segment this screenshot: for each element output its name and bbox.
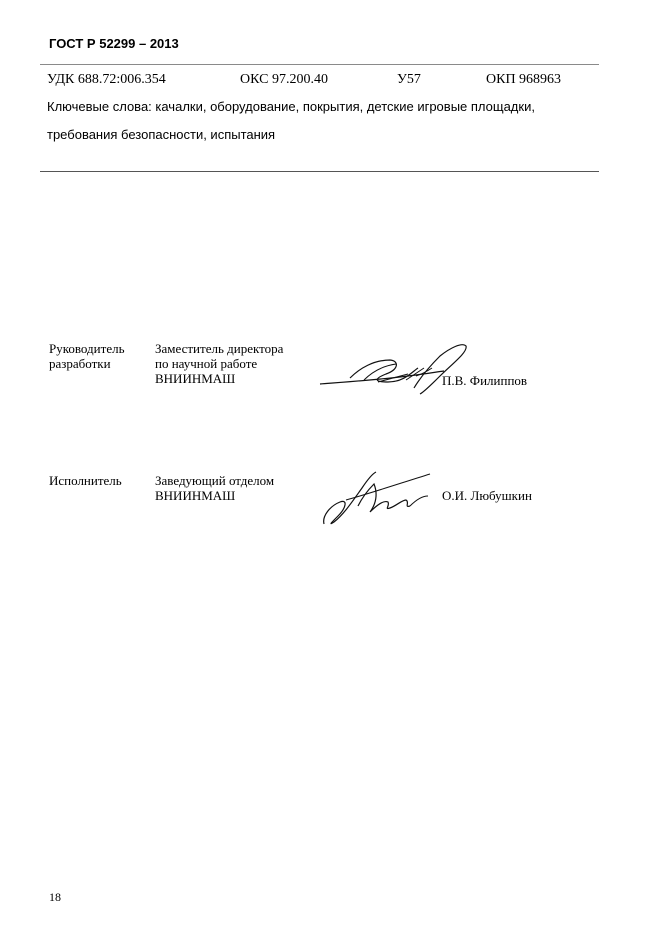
signature-2-position [155, 473, 274, 503]
keywords-line-2: требования безопасности, испытания [47, 127, 276, 142]
signature-1-role-line-2: разработки [49, 356, 111, 371]
signature-1-role-line-1: Руководитель [49, 341, 125, 356]
signature-2-role: Исполнитель [49, 473, 122, 488]
keywords-line-1: Ключевые слова: качалки, оборудование, покрытия, детские игровые площадки, [47, 99, 535, 114]
udk-code: УДК 688.72:006.354 [47, 72, 166, 87]
u-code: У57 [397, 72, 421, 87]
okp-code: ОКП 968963 [486, 72, 562, 87]
oks-code: ОКС 97.200.40 [240, 72, 328, 87]
page-number: 18 [49, 890, 61, 904]
signature-1-role [49, 341, 125, 371]
signature-1-position-line-3: ВНИИНМАШ [155, 371, 236, 386]
header-divider [40, 64, 599, 65]
signature-1-position [155, 341, 283, 386]
signature-1-position-line-2: по научной работе [155, 356, 258, 371]
keywords-divider [40, 171, 599, 172]
signature-1-name: П.В. Филиппов [442, 373, 528, 388]
signature-2-position-line-2: ВНИИНМАШ [155, 488, 236, 503]
document-header-title: ГОСТ Р 52299 – 2013 [49, 36, 179, 51]
signature-1-handwritten-image [316, 338, 476, 398]
signature-1-position-line-1: Заместитель директора [155, 341, 284, 356]
signature-2-position-line-1: Заведующий отделом [155, 473, 275, 488]
signature-2-handwritten-image [318, 466, 438, 530]
signature-2-name: О.И. Любушкин [442, 488, 532, 503]
